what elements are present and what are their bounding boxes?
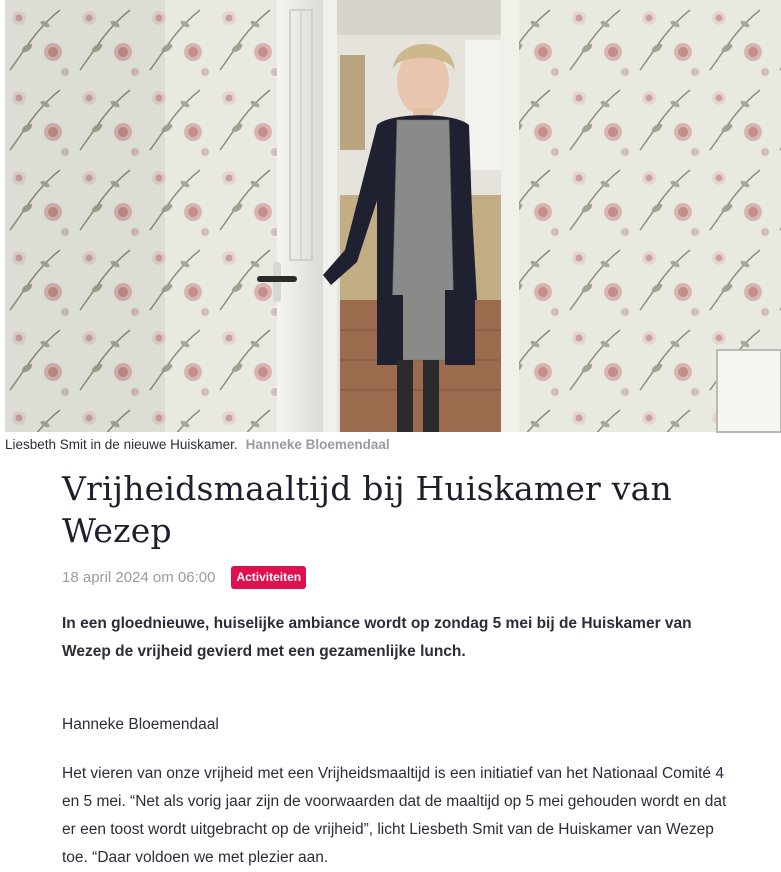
hero-photo-illustration bbox=[5, 0, 781, 432]
article-meta bbox=[62, 564, 742, 590]
hero-photo bbox=[5, 0, 781, 432]
category-badge[interactable]: Activiteiten bbox=[231, 566, 306, 589]
article-title: Vrijheidsmaaltijd bij Huiskamer van Wezep bbox=[62, 469, 672, 550]
article-body: Het vieren van onze vrijheid met een Vrijheidsmaaltijd is een initiatief van het Nationaal Comité 4 en 5 mei. “Net als vorig jaar zijn de voorwaarden dat de maaltijd op 5 mei gehouden wordt en dat er een toost wordt uitgebracht op de vrijheid”, licht Liesbeth Smit van de Huiskamer van Wezep toe. “Daar voldoen we met plezier aan. bbox=[62, 765, 727, 866]
photo-caption bbox=[5, 437, 390, 452]
photo-caption-text: Liesbeth Smit in de nieuwe Huiskamer. bbox=[5, 437, 238, 452]
article-author: Hanneke Bloemendaal bbox=[62, 716, 219, 733]
publish-date: 18 april 2024 om 06:00 bbox=[62, 568, 216, 586]
article bbox=[62, 468, 742, 872]
photo-credit: Hanneke Bloemendaal bbox=[245, 437, 390, 452]
article-lead: In een gloednieuwe, huiselijke ambiance wordt op zondag 5 mei bij de Huiskamer van Wezep de vrijheid gevierd met een gezamenlijke lunch. bbox=[62, 615, 692, 660]
